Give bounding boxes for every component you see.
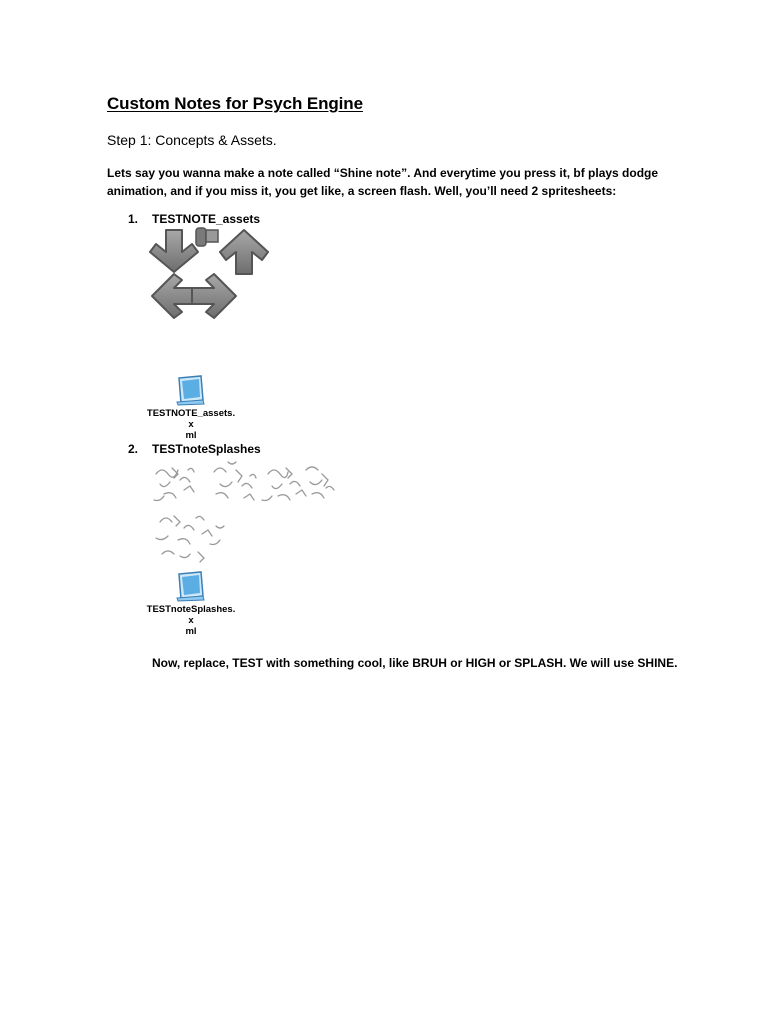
page-title: Custom Notes for Psych Engine <box>107 94 363 113</box>
list-label-2: TESTnoteSplashes <box>152 442 261 456</box>
intro-paragraph <box>107 164 667 200</box>
intro-line-2: animation, and if you miss it, you get like, a screen flash. Well, you’ll need 2 spritesheets: <box>107 184 617 198</box>
step-prefix: Step 1: <box>107 132 152 148</box>
intro-line-1: Lets say you wanna make a note called “Shine note”. And everytime you press it, bf plays dodge <box>107 166 659 180</box>
xml-file-1[interactable] <box>146 374 236 441</box>
step-heading <box>107 132 277 148</box>
note-splashes-spritesheet-image <box>150 456 340 568</box>
right-arrow-icon <box>192 274 236 318</box>
list-number-1: 1. <box>128 212 139 226</box>
xml-file-icon <box>173 374 209 406</box>
left-arrow-icon <box>152 274 196 318</box>
note-arrows-spritesheet-image <box>148 226 270 320</box>
xml-file-1-label: TESTNOTE_assets.x ml <box>146 408 236 441</box>
up-arrow-icon <box>220 230 268 274</box>
xml-file-2-label: TESTnoteSplashes.x ml <box>146 604 236 637</box>
closing-paragraph: Now, replace, TEST with something cool, like BRUH or HIGH or SPLASH. We will use SHINE. <box>152 656 678 670</box>
list-number-2: 2. <box>128 442 139 456</box>
step-text: Concepts & Assets. <box>151 132 277 148</box>
xml-file-2[interactable] <box>146 570 236 637</box>
down-arrow-icon <box>150 230 198 272</box>
receptor-fragment-icon <box>196 228 218 246</box>
xml-file-icon <box>173 570 209 602</box>
list-item-1 <box>128 212 260 226</box>
list-item-2 <box>128 442 261 456</box>
list-label-1: TESTNOTE_assets <box>152 212 261 226</box>
